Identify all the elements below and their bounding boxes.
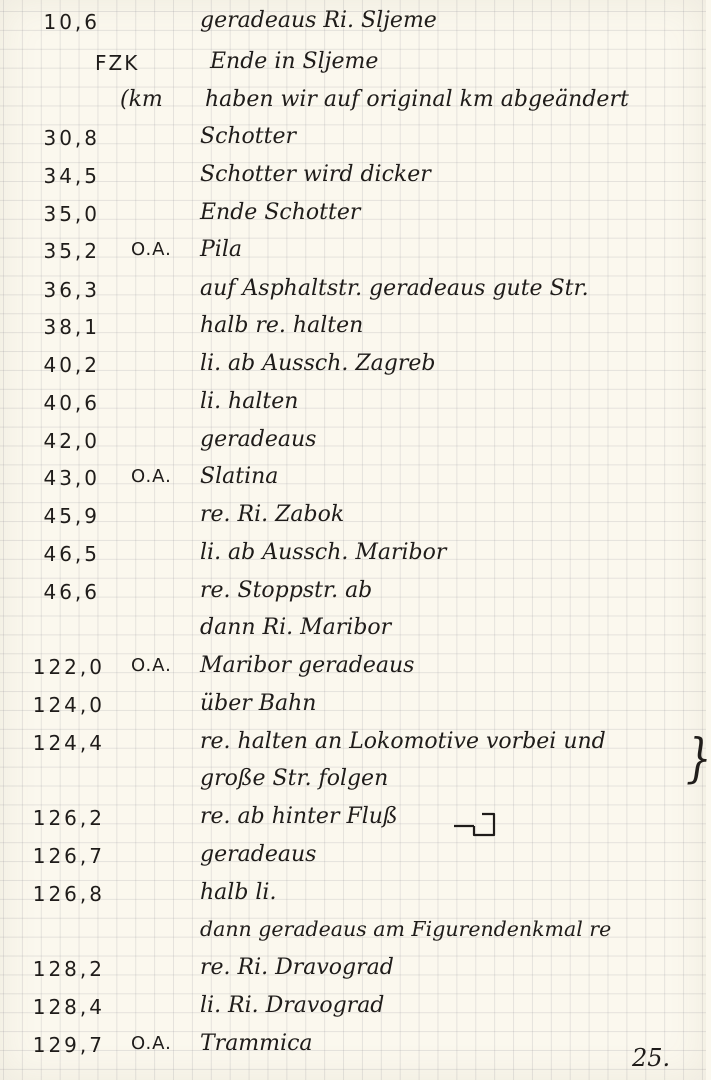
km-value: 124,4 <box>32 731 105 755</box>
roadbook-entry <box>0 538 706 575</box>
note-text: haben wir auf original km abgeändert <box>205 87 629 112</box>
km-value: 34,5 <box>43 164 100 188</box>
km-value: 126,8 <box>32 882 105 906</box>
note-entry <box>0 85 706 122</box>
instruction-text: geradeaus <box>200 427 317 452</box>
km-value: 128,4 <box>32 995 105 1019</box>
roadbook-entry <box>0 840 706 877</box>
km-value: 128,2 <box>32 957 105 981</box>
instruction-text: halb re. halten <box>200 313 364 338</box>
roadbook-entry <box>0 953 706 990</box>
instruction-text: re. ab hinter Fluß <box>200 804 398 829</box>
km-value: 129,7 <box>32 1033 105 1057</box>
roadbook-entry <box>0 274 706 311</box>
roadbook-entry <box>0 651 706 688</box>
roadbook-entry <box>0 727 706 764</box>
km-value: 126,2 <box>32 806 105 830</box>
roadbook-entry <box>0 991 706 1028</box>
roadbook-entry <box>0 349 706 386</box>
instruction-text: li. halten <box>200 389 299 414</box>
roadbook-entry <box>0 462 706 499</box>
roadbook-entry <box>0 576 706 613</box>
roadbook-entry <box>0 915 706 952</box>
instruction-text: geradeaus Ri. Sljeme <box>200 8 437 33</box>
instruction-text: über Bahn <box>200 691 317 716</box>
instruction-text: dann Ri. Maribor <box>200 615 392 640</box>
km-value: 122,0 <box>32 655 105 679</box>
instruction-text: geradeaus <box>200 842 317 867</box>
instruction-text: Maribor geradeaus <box>200 653 415 678</box>
km-value: 46,5 <box>43 542 100 566</box>
km-value: 124,0 <box>32 693 105 717</box>
turn-arrow-icon <box>452 808 500 838</box>
note-prefix: (km <box>120 87 163 112</box>
roadbook-entry <box>0 689 706 726</box>
roadbook-entry <box>0 1029 706 1066</box>
km-value: 43,0 <box>43 466 100 490</box>
instruction-text: li. Ri. Dravograd <box>200 993 385 1018</box>
instruction-text: dann geradeaus am Figurendenkmal re <box>200 917 612 941</box>
km-value: 35,2 <box>43 239 100 263</box>
km-value: 10,6 <box>43 10 100 34</box>
instruction-text: Schotter wird dicker <box>200 162 431 187</box>
km-value: 42,0 <box>43 429 100 453</box>
roadbook-entry <box>0 387 706 424</box>
km-value: 36,3 <box>43 278 100 302</box>
instruction-text: Pila <box>200 237 242 262</box>
instruction-text: große Str. folgen <box>200 766 389 791</box>
oa-marker: O.A. <box>131 466 172 487</box>
oa-marker: O.A. <box>131 1033 172 1054</box>
instruction-text: re. Ri. Zabok <box>200 502 345 527</box>
km-value: 40,6 <box>43 391 100 415</box>
oa-marker: O.A. <box>131 655 172 676</box>
roadbook-entry <box>0 878 706 915</box>
roadbook-entry <box>0 6 706 43</box>
page-number: 25. <box>632 1044 671 1072</box>
roadbook-entry <box>0 198 706 235</box>
instruction-text: Ende Schotter <box>200 200 361 225</box>
roadbook-entry <box>0 764 706 801</box>
fzk-text: Ende in Sljeme <box>210 49 379 74</box>
instruction-text: re. Ri. Dravograd <box>200 955 394 980</box>
instruction-text: li. ab Aussch. Zagreb <box>200 351 436 376</box>
roadbook-entry <box>0 613 706 650</box>
km-value: 40,2 <box>43 353 100 377</box>
roadbook-entry <box>0 122 706 159</box>
km-value: 30,8 <box>43 126 100 150</box>
km-value: 38,1 <box>43 315 100 339</box>
instruction-text: halb li. <box>200 880 277 905</box>
fzk-label: FZK <box>95 51 140 75</box>
km-value: 45,9 <box>43 504 100 528</box>
roadbook-entry <box>0 160 706 197</box>
fzk-entry <box>0 47 706 84</box>
roadbook-entry <box>0 802 706 839</box>
roadbook-entry <box>0 500 706 537</box>
roadbook-entry <box>0 311 706 348</box>
instruction-text: Slatina <box>200 464 279 489</box>
instruction-text: re. halten an Lokomotive vorbei und <box>200 729 606 754</box>
instruction-text: Trammica <box>200 1031 313 1056</box>
km-value: 46,6 <box>43 580 100 604</box>
km-value: 35,0 <box>43 202 100 226</box>
roadbook-entry <box>0 425 706 462</box>
instruction-text: li. ab Aussch. Maribor <box>200 540 447 565</box>
roadbook-entry <box>0 235 706 272</box>
oa-marker: O.A. <box>131 239 172 260</box>
instruction-text: re. Stoppstr. ab <box>200 578 373 603</box>
brace-mark: } <box>686 729 711 789</box>
instruction-text: auf Asphaltstr. geradeaus gute Str. <box>200 276 589 301</box>
km-value: 126,7 <box>32 844 105 868</box>
instruction-text: Schotter <box>200 124 297 149</box>
